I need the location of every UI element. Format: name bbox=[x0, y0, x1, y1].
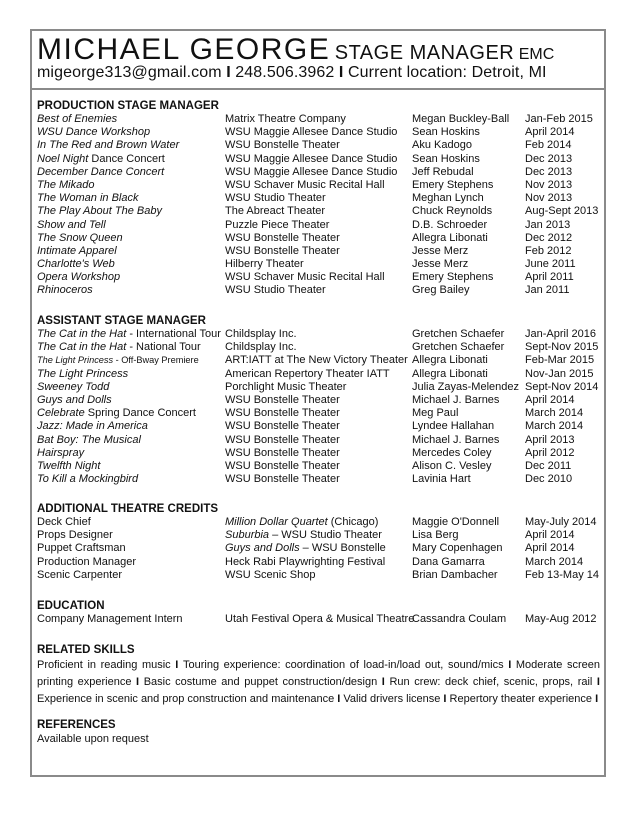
show-title bbox=[37, 420, 148, 433]
director: D.B. Schroeder bbox=[412, 218, 488, 231]
credit-row bbox=[37, 245, 607, 258]
show-venue: – WSU Bonstelle bbox=[299, 542, 386, 555]
director: Jeff Rebudal bbox=[412, 165, 474, 178]
show-title-italic: The Woman in Black bbox=[37, 192, 139, 205]
skill-item: Touring experience: coordination of load-in/load out, sound/mics bbox=[182, 659, 504, 671]
date: Jan 2013 bbox=[525, 218, 571, 231]
director: Emery Stephens bbox=[412, 178, 494, 191]
venue: WSU Studio Theater bbox=[225, 284, 326, 297]
date: Feb 2014 bbox=[525, 139, 572, 152]
credit-show bbox=[225, 556, 385, 569]
header-rule bbox=[30, 88, 606, 90]
venue: WSU Bonstelle Theater bbox=[225, 473, 340, 486]
show-title bbox=[37, 113, 117, 126]
venue: WSU Bonstelle Theater bbox=[225, 459, 340, 472]
show-title-note: - Off-Bway Premiere bbox=[113, 355, 199, 366]
show-title bbox=[37, 166, 164, 179]
date: Sept-Nov 2015 bbox=[525, 341, 599, 354]
date: Nov 2013 bbox=[525, 192, 573, 205]
venue: Matrix Theatre Company bbox=[225, 113, 346, 125]
date: Dec 2013 bbox=[525, 152, 573, 165]
director: Michael J. Barnes bbox=[412, 393, 500, 406]
credit-row bbox=[37, 473, 607, 486]
venue: WSU Bonstelle Theater bbox=[225, 393, 340, 406]
credit-row bbox=[37, 447, 607, 460]
venue: WSU Schaver Music Recital Hall bbox=[225, 271, 385, 284]
references-text: Available upon request bbox=[37, 733, 149, 745]
show-title-italic: Charlotte's Web bbox=[37, 258, 115, 271]
section-title: PRODUCTION STAGE MANAGER bbox=[37, 100, 219, 112]
venue: WSU Schaver Music Recital Hall bbox=[225, 178, 385, 191]
credit-row bbox=[37, 542, 607, 555]
credit-row bbox=[37, 407, 607, 420]
union-status: EMC bbox=[518, 46, 555, 63]
show-title-italic: Best of Enemies bbox=[37, 113, 118, 125]
venue: WSU Bonstelle Theater bbox=[225, 446, 340, 459]
show-title-italic: Opera Workshop bbox=[37, 271, 121, 284]
credit-row bbox=[37, 126, 607, 139]
show-title-italic: Bat Boy: The Musical bbox=[37, 433, 141, 446]
show-title-note: Dance Concert bbox=[88, 152, 165, 165]
show-title bbox=[37, 407, 196, 420]
date: April 2012 bbox=[525, 446, 575, 459]
show-venue: – WSU Studio Theater bbox=[269, 529, 382, 542]
contact-line bbox=[37, 64, 547, 82]
show-title-italic: The Play About The Baby bbox=[37, 205, 162, 218]
venue: Childsplay Inc. bbox=[225, 341, 297, 354]
date: March 2014 bbox=[525, 407, 584, 420]
credit-role: Deck Chief bbox=[37, 516, 91, 528]
separator: I bbox=[131, 676, 144, 688]
show-title bbox=[37, 460, 100, 473]
section-references bbox=[37, 718, 607, 746]
date: June 2011 bbox=[525, 258, 576, 271]
show-title bbox=[37, 271, 120, 284]
director: Aku Kadogo bbox=[412, 139, 472, 152]
credit-row bbox=[37, 139, 607, 152]
skill-item: Repertory theater experience bbox=[449, 693, 593, 705]
show-title-note: Spring Dance Concert bbox=[84, 407, 196, 420]
credit-show bbox=[225, 529, 382, 542]
show-title-italic: In The Red and Brown Water bbox=[37, 139, 180, 152]
venue: WSU Studio Theater bbox=[225, 192, 326, 205]
director: Emery Stephens bbox=[412, 271, 494, 284]
credit-row bbox=[37, 368, 607, 381]
director: Maggie O'Donnell bbox=[412, 516, 500, 528]
education-role: Company Management Intern bbox=[37, 613, 183, 625]
venue: American Repertory Theater IATT bbox=[225, 367, 390, 380]
education-contact: Cassandra Coulam bbox=[412, 613, 507, 625]
show-title bbox=[37, 205, 162, 218]
director: Brian Dambacher bbox=[412, 568, 498, 581]
date: April 2014 bbox=[525, 126, 575, 139]
date: April 2011 bbox=[525, 271, 574, 284]
credit-row bbox=[37, 381, 607, 394]
credit-row bbox=[37, 328, 607, 341]
date: Nov 2013 bbox=[525, 178, 573, 191]
credit-row bbox=[37, 166, 607, 179]
director: Michael J. Barnes bbox=[412, 433, 500, 446]
date: Jan-Feb 2015 bbox=[525, 113, 593, 125]
credit-row bbox=[37, 420, 607, 433]
show-title-italic: Guys and Dolls bbox=[225, 542, 300, 555]
director: Meghan Lynch bbox=[412, 192, 484, 205]
credit-role: Puppet Craftsman bbox=[37, 542, 126, 555]
skill-item: Valid drivers license bbox=[343, 693, 441, 705]
email: migeorge313@gmail.com bbox=[37, 64, 222, 81]
credit-show bbox=[225, 516, 378, 529]
section-title: EDUCATION bbox=[37, 600, 105, 612]
venue: WSU Bonstelle Theater bbox=[225, 407, 340, 420]
section-asm bbox=[37, 314, 607, 486]
show-title-italic: Celebrate bbox=[37, 407, 85, 420]
education-row bbox=[37, 613, 607, 626]
venue: The Abreact Theater bbox=[225, 205, 326, 218]
date: Dec 2010 bbox=[525, 473, 573, 486]
show-title bbox=[37, 368, 128, 381]
director: Lavinia Hart bbox=[412, 473, 471, 486]
credit-row bbox=[37, 394, 607, 407]
credit-row bbox=[37, 179, 607, 192]
phone: 248.506.3962 bbox=[235, 64, 335, 81]
venue: WSU Bonstelle Theater bbox=[225, 433, 340, 446]
venue: Childsplay Inc. bbox=[225, 328, 297, 340]
venue: Porchlight Music Theater bbox=[225, 380, 347, 393]
show-title bbox=[37, 126, 150, 139]
show-title bbox=[37, 139, 179, 152]
credit-row bbox=[37, 232, 607, 245]
section-title: RELATED SKILLS bbox=[37, 644, 135, 656]
show-title-italic: Twelfth Night bbox=[37, 459, 101, 472]
show-title bbox=[37, 258, 115, 271]
skill-item: Proficient in reading music bbox=[37, 659, 171, 671]
credit-row bbox=[37, 354, 607, 367]
venue: Puzzle Piece Theater bbox=[225, 218, 330, 231]
date: April 2014 bbox=[525, 393, 575, 406]
credit-role: Props Designer bbox=[37, 529, 113, 542]
show-venue: (Chicago) bbox=[327, 516, 379, 528]
show-venue: Heck Rabi Playwrighting Festival bbox=[225, 555, 386, 568]
skill-item: Run crew: deck chief, scenic, props, rail bbox=[389, 676, 593, 688]
section-title: ADDITIONAL THEATRE CREDITS bbox=[37, 503, 219, 515]
date: Dec 2013 bbox=[525, 165, 573, 178]
show-title-italic: Guys and Dolls bbox=[37, 393, 112, 406]
show-title bbox=[37, 232, 123, 245]
show-title-italic: The Mikado bbox=[37, 178, 95, 191]
credit-row bbox=[37, 284, 607, 297]
director: Allegra Libonati bbox=[412, 354, 488, 367]
show-title-italic: Noel Night bbox=[37, 152, 89, 165]
show-venue: WSU Scenic Shop bbox=[225, 568, 316, 581]
separator: I bbox=[503, 659, 516, 671]
show-title bbox=[37, 153, 165, 166]
date: Feb 2012 bbox=[525, 244, 572, 257]
credit-row bbox=[37, 556, 607, 569]
separator: I bbox=[338, 64, 344, 81]
date: Dec 2012 bbox=[525, 231, 573, 244]
credit-row bbox=[37, 192, 607, 205]
date: Feb 13-May 14 bbox=[525, 568, 599, 581]
separator: I bbox=[592, 693, 599, 705]
director: Alison C. Vesley bbox=[412, 459, 492, 472]
show-title-italic: The Light Princess bbox=[37, 355, 114, 366]
credit-role: Production Manager bbox=[37, 555, 137, 568]
credit-row bbox=[37, 258, 607, 271]
show-title-italic: The Cat in the Hat bbox=[37, 341, 127, 354]
show-title-italic: December Dance Concert bbox=[37, 165, 165, 178]
venue: WSU Bonstelle Theater bbox=[225, 244, 340, 257]
credit-row bbox=[37, 516, 607, 529]
skills-paragraph bbox=[37, 657, 600, 708]
show-title bbox=[37, 354, 199, 367]
director: Gretchen Schaefer bbox=[412, 341, 505, 354]
show-title-italic: Show and Tell bbox=[37, 218, 106, 231]
director: Jesse Merz bbox=[412, 244, 469, 257]
show-title bbox=[37, 434, 141, 447]
show-title-note: - National Tour bbox=[126, 341, 201, 354]
show-title-italic: Intimate Apparel bbox=[37, 244, 117, 257]
credit-row bbox=[37, 153, 607, 166]
section-education bbox=[37, 599, 607, 626]
show-title-note: - International Tour bbox=[126, 328, 221, 340]
section-psm bbox=[37, 99, 607, 298]
education-date: May-Aug 2012 bbox=[525, 613, 597, 625]
date: Dec 2011 bbox=[525, 459, 572, 472]
show-title-italic: Sweeney Todd bbox=[37, 380, 110, 393]
venue: Hilberry Theater bbox=[225, 258, 304, 271]
location: Current location: Detroit, MI bbox=[348, 64, 547, 81]
director: Dana Gamarra bbox=[412, 555, 485, 568]
job-title: STAGE MANAGER bbox=[334, 42, 515, 64]
director: Lyndee Hallahan bbox=[412, 420, 495, 433]
candidate-name: MICHAEL GEORGE bbox=[37, 33, 331, 66]
show-title bbox=[37, 179, 94, 192]
show-title bbox=[37, 381, 109, 394]
show-title bbox=[37, 473, 138, 486]
show-title bbox=[37, 219, 106, 232]
date: April 2014 bbox=[525, 542, 575, 555]
section-title: ASSISTANT STAGE MANAGER bbox=[37, 315, 206, 327]
date: March 2014 bbox=[525, 555, 584, 568]
credit-row bbox=[37, 113, 607, 126]
director: Sean Hoskins bbox=[412, 152, 480, 165]
skill-item: Experience in scenic and prop construction and maintenance bbox=[37, 693, 335, 705]
show-title bbox=[37, 245, 117, 258]
show-title-italic: Suburbia bbox=[225, 529, 270, 542]
venue: ART:IATT at The New Victory Theater bbox=[225, 354, 408, 367]
date: Nov-Jan 2015 bbox=[525, 367, 594, 380]
venue: WSU Bonstelle Theater bbox=[225, 139, 340, 152]
date: Feb-Mar 2015 bbox=[525, 354, 595, 367]
date: Sept-Nov 2014 bbox=[525, 380, 599, 393]
show-title-italic: To Kill a Mockingbird bbox=[37, 473, 139, 486]
credit-row bbox=[37, 219, 607, 232]
credit-row bbox=[37, 341, 607, 354]
date: Jan-April 2016 bbox=[525, 328, 596, 340]
show-title bbox=[37, 341, 201, 354]
additional-list bbox=[37, 516, 607, 582]
section-additional bbox=[37, 502, 607, 582]
resume-header bbox=[37, 33, 607, 67]
venue: WSU Bonstelle Theater bbox=[225, 231, 340, 244]
section-title: REFERENCES bbox=[37, 719, 116, 731]
date: Aug-Sept 2013 bbox=[525, 205, 599, 218]
credit-row bbox=[37, 205, 607, 218]
credit-row bbox=[37, 460, 607, 473]
credit-row bbox=[37, 529, 607, 542]
show-title-italic: Million Dollar Quartet bbox=[225, 516, 328, 528]
separator: I bbox=[592, 676, 600, 688]
show-title bbox=[37, 447, 84, 460]
director: Meg Paul bbox=[412, 407, 459, 420]
credit-row bbox=[37, 271, 607, 284]
director: Chuck Reynolds bbox=[412, 205, 493, 218]
show-title bbox=[37, 328, 221, 341]
credit-role: Scenic Carpenter bbox=[37, 568, 122, 581]
show-title-italic: The Cat in the Hat bbox=[37, 328, 127, 340]
separator: I bbox=[226, 64, 231, 81]
show-title-italic: The Light Princess bbox=[37, 367, 129, 380]
show-title bbox=[37, 192, 138, 205]
separator: I bbox=[440, 693, 450, 705]
education-org: Utah Festival Opera & Musical Theatre bbox=[225, 613, 415, 625]
show-title-italic: Jazz: Made in America bbox=[37, 420, 148, 433]
skill-item: Basic costume and puppet construction/design bbox=[143, 676, 378, 688]
section-skills bbox=[37, 643, 607, 708]
separator: I bbox=[334, 693, 344, 705]
credit-show bbox=[225, 542, 386, 555]
show-title bbox=[37, 284, 93, 297]
separator: I bbox=[377, 676, 390, 688]
separator: I bbox=[170, 659, 183, 671]
date: April 2014 bbox=[525, 529, 575, 542]
date: March 2014 bbox=[525, 420, 584, 433]
venue: WSU Bonstelle Theater bbox=[225, 420, 340, 433]
venue: WSU Maggie Allesee Dance Studio bbox=[225, 126, 398, 139]
show-title bbox=[37, 394, 112, 407]
psm-list bbox=[37, 113, 607, 298]
director: Julia Zayas-Melendez bbox=[412, 380, 519, 393]
show-title-italic: WSU Dance Workshop bbox=[37, 126, 151, 139]
director: Lisa Berg bbox=[412, 529, 459, 542]
director: Allegra Libonati bbox=[412, 367, 488, 380]
director: Sean Hoskins bbox=[412, 126, 480, 139]
credit-row bbox=[37, 434, 607, 447]
director: Allegra Libonati bbox=[412, 231, 488, 244]
director: Mary Copenhagen bbox=[412, 542, 503, 555]
credit-row bbox=[37, 569, 607, 582]
venue: WSU Maggie Allesee Dance Studio bbox=[225, 152, 398, 165]
director: Jesse Merz bbox=[412, 258, 469, 271]
skill-item: Moderate screen printing experience bbox=[37, 659, 600, 688]
director: Megan Buckley-Ball bbox=[412, 113, 510, 125]
venue: WSU Maggie Allesee Dance Studio bbox=[225, 165, 398, 178]
show-title-italic: Rhinoceros bbox=[37, 284, 93, 297]
director: Greg Bailey bbox=[412, 284, 470, 297]
date: April 2013 bbox=[525, 433, 575, 446]
date: Jan 2011 bbox=[525, 284, 570, 297]
show-title-italic: Hairspray bbox=[37, 446, 85, 459]
director: Mercedes Coley bbox=[412, 446, 492, 459]
date: May-July 2014 bbox=[525, 516, 597, 528]
director: Gretchen Schaefer bbox=[412, 328, 505, 340]
asm-list bbox=[37, 328, 607, 486]
show-title-italic: The Snow Queen bbox=[37, 231, 123, 244]
credit-show bbox=[225, 569, 315, 582]
